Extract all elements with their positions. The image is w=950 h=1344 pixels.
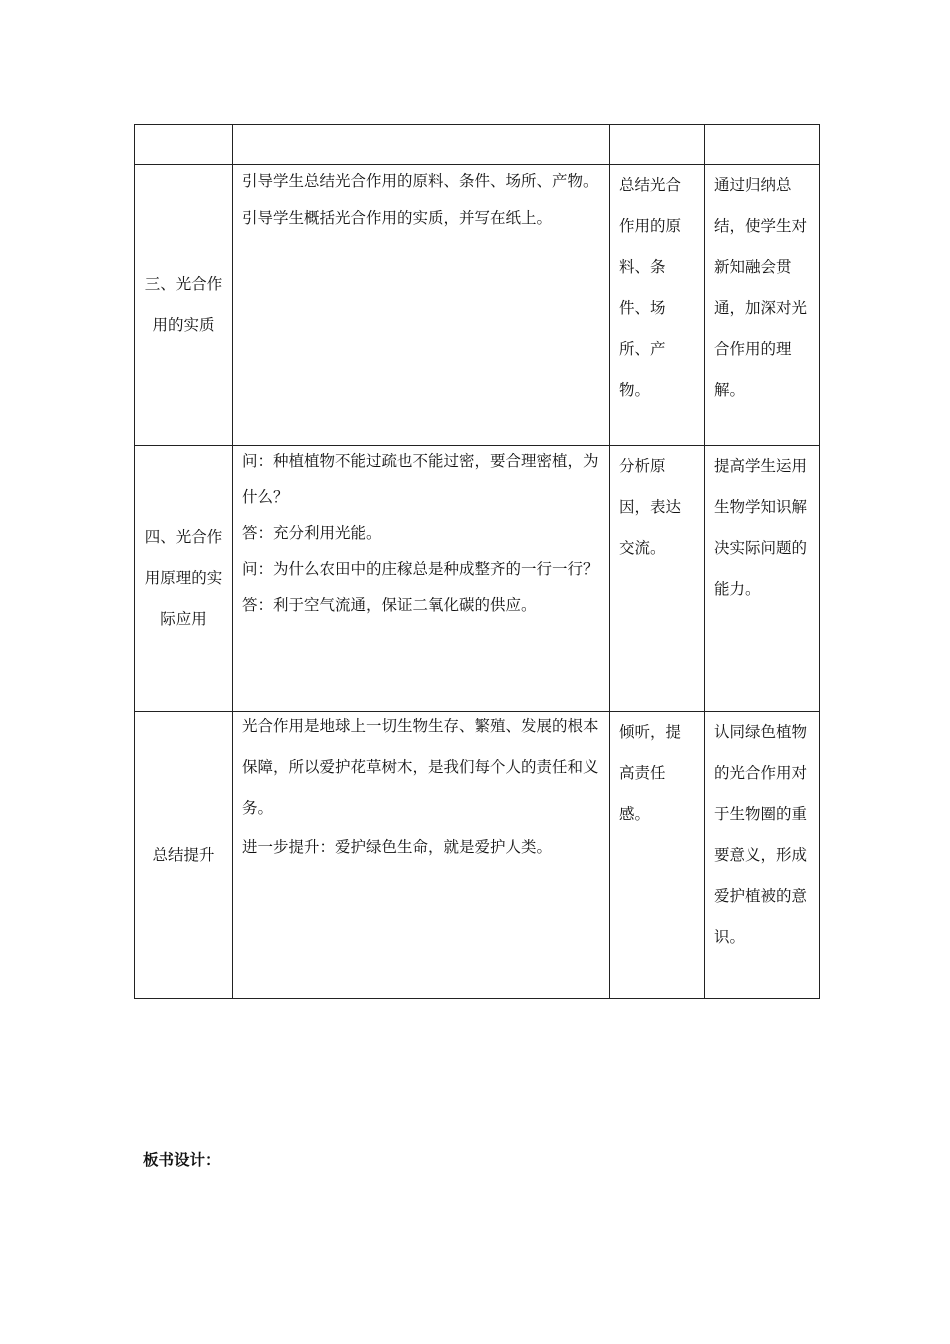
design-intent-cell — [705, 165, 820, 446]
teacher-paragraph: 引导学生概括光合作用的实质，并写在纸上。 — [242, 209, 553, 227]
intent-text: 通过归纳总结，使学生对新知融会贯通，加深对光合作用的理解。 — [714, 176, 808, 399]
teacher-activity-cell — [233, 712, 610, 999]
lesson-plan-table — [134, 124, 820, 999]
teacher-paragraph: 答：充分利用光能。 — [242, 524, 382, 542]
stage-cell: 四、光合作用原理的实际应用 — [135, 446, 233, 712]
student-activity-cell — [610, 712, 705, 999]
blackboard-design-label: 板书设计： — [143, 1151, 221, 1169]
teacher-paragraph: 问：种植植物不能过疏也不能过密，要合理密植，为什么？ — [242, 452, 599, 506]
intent-text: 提高学生运用生物学知识解决实际问题的能力。 — [714, 457, 808, 598]
table-header-row — [135, 125, 820, 165]
design-intent-cell — [705, 712, 820, 999]
design-intent-cell — [705, 446, 820, 712]
student-text: 倾听，提高责任感。 — [619, 723, 682, 823]
stage-cell: 三、光合作用的实质 — [135, 165, 233, 446]
student-text: 总结光合作用的原料、条件、场所、产物。 — [619, 176, 682, 399]
student-activity-cell — [610, 446, 705, 712]
student-activity-cell — [610, 165, 705, 446]
stage-cell: 总结提升 — [135, 712, 233, 999]
teacher-paragraph: 光合作用是地球上一切生物生存、繁殖、发展的根本保障，所以爱护花草树木，是我们每个人的责任和义务。 — [242, 717, 599, 817]
teacher-paragraph: 进一步提升：爱护绿色生命，就是爱护人类。 — [242, 838, 553, 856]
table-row — [135, 446, 820, 712]
student-text: 分析原因，表达交流。 — [619, 457, 682, 557]
empty-cell — [233, 125, 610, 165]
empty-cell — [705, 125, 820, 165]
empty-cell — [610, 125, 705, 165]
intent-text: 认同绿色植物的光合作用对于生物圈的重要意义，形成爱护植被的意识。 — [714, 723, 808, 946]
empty-cell — [135, 125, 233, 165]
table-row — [135, 712, 820, 999]
teacher-paragraph: 答：利于空气流通，保证二氧化碳的供应。 — [242, 596, 537, 614]
teacher-paragraph: 问：为什么农田中的庄稼总是种成整齐的一行一行？ — [242, 560, 599, 578]
teacher-activity-cell — [233, 446, 610, 712]
teacher-activity-cell — [233, 165, 610, 446]
table-row — [135, 165, 820, 446]
teacher-paragraph: 引导学生总结光合作用的原料、条件、场所、产物。 — [242, 172, 599, 190]
